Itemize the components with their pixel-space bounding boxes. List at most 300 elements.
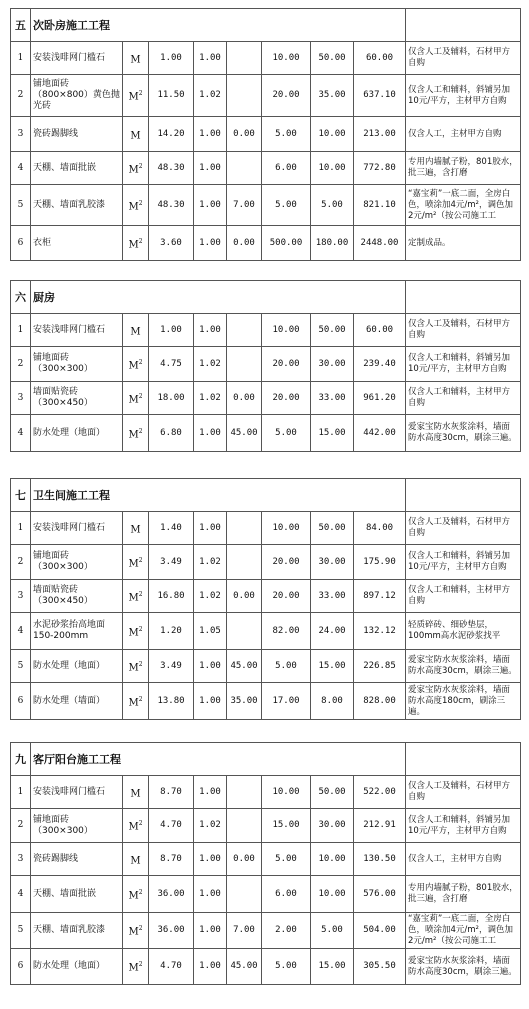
unit-symbol: M: [130, 524, 141, 536]
item-note: 轻质碎砖、细砂垫层，100mm高水泥砂浆找平: [406, 613, 521, 650]
section-header-row: [11, 743, 521, 776]
auxiliary-price: 10.00: [262, 314, 311, 347]
table-row: [11, 683, 521, 720]
labor-price: 50.00: [311, 314, 354, 347]
labor-price: 35.00: [311, 75, 354, 117]
quantity: 36.00: [149, 913, 194, 949]
auxiliary-price: 500.00: [262, 226, 311, 261]
item-unit: [123, 913, 149, 949]
item-number: 5: [11, 913, 31, 949]
line-total: 522.00: [354, 776, 406, 809]
quantity: 4.75: [149, 347, 194, 382]
item-unit: [123, 876, 149, 913]
item-unit: [123, 776, 149, 809]
auxiliary-price: 20.00: [262, 382, 311, 415]
coefficient: 1.02: [194, 545, 227, 580]
item-number: 2: [11, 347, 31, 382]
item-note: 定制成品。: [406, 226, 521, 261]
line-total: 175.90: [354, 545, 406, 580]
item-number: 4: [11, 613, 31, 650]
auxiliary-price: 5.00: [262, 117, 311, 152]
section-title: 次卧房施工工程: [31, 9, 406, 42]
table-row: [11, 843, 521, 876]
unit-symbol: M: [130, 130, 141, 142]
coefficient: 1.00: [194, 185, 227, 226]
labor-price: 30.00: [311, 347, 354, 382]
quantity: 4.70: [149, 809, 194, 843]
section-table: [10, 280, 521, 452]
unit-exponent: 2: [138, 392, 143, 400]
item-unit: [123, 613, 149, 650]
item-unit: [123, 226, 149, 261]
item-name: 天棚、墙面乳胶漆: [31, 185, 123, 226]
labor-price: 50.00: [311, 776, 354, 809]
material-price: [227, 613, 262, 650]
item-unit: [123, 512, 149, 545]
unit-exponent: 2: [138, 237, 143, 245]
item-unit: [123, 415, 149, 452]
labor-price: 10.00: [311, 152, 354, 185]
item-number: 1: [11, 42, 31, 75]
table-row: [11, 545, 521, 580]
line-total: 213.00: [354, 117, 406, 152]
item-name: 墙面贴瓷砖（300×450）: [31, 382, 123, 415]
item-unit: [123, 152, 149, 185]
item-unit: [123, 382, 149, 415]
section-header-row: [11, 479, 521, 512]
quantity: 36.00: [149, 876, 194, 913]
unit-exponent: 2: [138, 888, 143, 896]
quantity: 13.80: [149, 683, 194, 720]
section-blank-cell: [406, 9, 521, 42]
table-row: [11, 185, 521, 226]
line-total: 132.12: [354, 613, 406, 650]
auxiliary-price: 10.00: [262, 512, 311, 545]
section-blank-cell: [406, 281, 521, 314]
table-row: [11, 75, 521, 117]
line-total: 130.50: [354, 843, 406, 876]
unit-symbol: M: [128, 91, 139, 103]
unit-symbol: M: [130, 326, 141, 338]
section-number: 五: [11, 9, 31, 42]
section-number: 六: [11, 281, 31, 314]
coefficient: 1.00: [194, 843, 227, 876]
section-header-row: [11, 281, 521, 314]
item-note: 爱家宝防水灰浆涂料，墙面防水高度180cm，刷涂三遍。: [406, 683, 521, 720]
unit-symbol: M: [128, 394, 139, 406]
item-name: 天棚、墙面批嵌: [31, 876, 123, 913]
item-unit: [123, 347, 149, 382]
item-number: 4: [11, 415, 31, 452]
unit-exponent: 2: [138, 625, 143, 633]
table-row: [11, 913, 521, 949]
material-price: 0.00: [227, 580, 262, 613]
coefficient: 1.00: [194, 913, 227, 949]
quantity: 3.49: [149, 650, 194, 683]
auxiliary-price: 6.00: [262, 876, 311, 913]
item-number: 1: [11, 512, 31, 545]
item-name: 天棚、墙面批嵌: [31, 152, 123, 185]
labor-price: 8.00: [311, 683, 354, 720]
quantity: 48.30: [149, 185, 194, 226]
item-note: 仅含人工和辅料，斜铺另加10元/平方，主材甲方自购: [406, 347, 521, 382]
line-total: 239.40: [354, 347, 406, 382]
labor-price: 30.00: [311, 809, 354, 843]
item-note: 仅含人工及辅料，石材甲方自购: [406, 314, 521, 347]
unit-symbol: M: [130, 788, 141, 800]
quantity: 3.49: [149, 545, 194, 580]
coefficient: 1.00: [194, 314, 227, 347]
table-row: [11, 152, 521, 185]
table-row: [11, 226, 521, 261]
table-row: [11, 809, 521, 843]
coefficient: 1.00: [194, 683, 227, 720]
table-row: [11, 613, 521, 650]
table-row: [11, 949, 521, 985]
auxiliary-price: 20.00: [262, 347, 311, 382]
unit-exponent: 2: [138, 90, 143, 98]
quantity: 1.40: [149, 512, 194, 545]
item-note: 仅含人工，主材甲方自购: [406, 843, 521, 876]
coefficient: 1.00: [194, 650, 227, 683]
item-note: 仅含人工和辅料，斜铺另加10元/平方，主材甲方自购: [406, 75, 521, 117]
labor-price: 10.00: [311, 843, 354, 876]
item-unit: [123, 545, 149, 580]
labor-price: 33.00: [311, 580, 354, 613]
unit-symbol: M: [128, 239, 139, 251]
material-price: 0.00: [227, 226, 262, 261]
line-total: 60.00: [354, 314, 406, 347]
section-title: 客厅阳台施工工程: [31, 743, 406, 776]
unit-symbol: M: [128, 697, 139, 709]
table-row: [11, 776, 521, 809]
material-price: [227, 809, 262, 843]
labor-price: 24.00: [311, 613, 354, 650]
labor-price: 15.00: [311, 415, 354, 452]
item-note: “嘉宝莉”一底二面，全房白色，喷涂加4元/m²，调色加2元/m²（按公司施工工: [406, 185, 521, 226]
quantity: 4.70: [149, 949, 194, 985]
item-name: 防水处理（墙面）: [31, 683, 123, 720]
labor-price: 10.00: [311, 117, 354, 152]
item-name: 墙面贴瓷砖（300×450）: [31, 580, 123, 613]
material-price: [227, 876, 262, 913]
quantity: 14.20: [149, 117, 194, 152]
item-name: 铺地面砖（800×800）黄色抛光砖: [31, 75, 123, 117]
item-number: 2: [11, 75, 31, 117]
section-table: [10, 478, 521, 720]
item-note: 仅含人工，主材甲方自购: [406, 117, 521, 152]
unit-symbol: M: [130, 855, 141, 867]
unit-exponent: 2: [138, 427, 143, 435]
material-price: 45.00: [227, 415, 262, 452]
material-price: [227, 347, 262, 382]
labor-price: 15.00: [311, 650, 354, 683]
coefficient: 1.00: [194, 776, 227, 809]
item-note: 仅含人工及辅料，石材甲方自购: [406, 512, 521, 545]
auxiliary-price: 5.00: [262, 949, 311, 985]
coefficient: 1.00: [194, 42, 227, 75]
coefficient: 1.02: [194, 809, 227, 843]
unit-exponent: 2: [138, 695, 143, 703]
item-number: 1: [11, 776, 31, 809]
quantity: 1.20: [149, 613, 194, 650]
table-row: [11, 415, 521, 452]
unit-exponent: 2: [138, 961, 143, 969]
item-note: 仅含人工和辅料，斜铺另加10元/平方，主材甲方自购: [406, 809, 521, 843]
coefficient: 1.02: [194, 75, 227, 117]
quantity: 1.00: [149, 314, 194, 347]
unit-symbol: M: [130, 54, 141, 66]
item-name: 铺地面砖（300×300）: [31, 809, 123, 843]
coefficient: 1.00: [194, 876, 227, 913]
unit-exponent: 2: [138, 162, 143, 170]
item-name: 瓷砖踢脚线: [31, 117, 123, 152]
section-table: [10, 742, 521, 985]
labor-price: 5.00: [311, 185, 354, 226]
coefficient: 1.00: [194, 415, 227, 452]
labor-price: 50.00: [311, 512, 354, 545]
item-number: 5: [11, 185, 31, 226]
line-total: 442.00: [354, 415, 406, 452]
section-number: 七: [11, 479, 31, 512]
material-price: [227, 545, 262, 580]
material-price: [227, 314, 262, 347]
labor-price: 15.00: [311, 949, 354, 985]
item-name: 防水处理（地面）: [31, 949, 123, 985]
material-price: 7.00: [227, 185, 262, 226]
table-row: [11, 876, 521, 913]
item-number: 5: [11, 650, 31, 683]
item-name: 衣柜: [31, 226, 123, 261]
material-price: [227, 776, 262, 809]
auxiliary-price: 10.00: [262, 776, 311, 809]
table-row: [11, 347, 521, 382]
line-total: 961.20: [354, 382, 406, 415]
material-price: 45.00: [227, 949, 262, 985]
item-number: 6: [11, 226, 31, 261]
item-unit: [123, 185, 149, 226]
quantity: 18.00: [149, 382, 194, 415]
item-unit: [123, 843, 149, 876]
quantity: 16.80: [149, 580, 194, 613]
material-price: [227, 512, 262, 545]
quantity: 6.80: [149, 415, 194, 452]
table-row: [11, 512, 521, 545]
table-row: [11, 314, 521, 347]
unit-exponent: 2: [138, 199, 143, 207]
line-total: 305.50: [354, 949, 406, 985]
coefficient: 1.00: [194, 226, 227, 261]
section-number: 九: [11, 743, 31, 776]
item-number: 4: [11, 152, 31, 185]
unit-exponent: 2: [138, 820, 143, 828]
unit-symbol: M: [128, 890, 139, 902]
item-note: 爱家宝防水灰浆涂料，墙面防水高度30cm，刷涂三遍。: [406, 415, 521, 452]
item-unit: [123, 650, 149, 683]
item-number: 2: [11, 545, 31, 580]
item-number: 1: [11, 314, 31, 347]
item-unit: [123, 683, 149, 720]
line-total: 772.80: [354, 152, 406, 185]
item-note: “嘉宝莉”一底二面，全房白色，喷涂加4元/m²，调色加2元/m²（按公司施工工: [406, 913, 521, 949]
labor-price: 50.00: [311, 42, 354, 75]
auxiliary-price: 5.00: [262, 185, 311, 226]
section-table: [10, 8, 521, 261]
unit-symbol: M: [128, 164, 139, 176]
unit-symbol: M: [128, 429, 139, 441]
auxiliary-price: 15.00: [262, 809, 311, 843]
line-total: 84.00: [354, 512, 406, 545]
line-total: 828.00: [354, 683, 406, 720]
coefficient: 1.00: [194, 949, 227, 985]
quantity: 11.50: [149, 75, 194, 117]
unit-symbol: M: [128, 627, 139, 639]
item-number: 2: [11, 809, 31, 843]
coefficient: 1.02: [194, 347, 227, 382]
coefficient: 1.00: [194, 152, 227, 185]
table-row: [11, 382, 521, 415]
coefficient: 1.00: [194, 512, 227, 545]
item-note: 专用内墙腻子粉，801胶水，批三遍，含打磨: [406, 876, 521, 913]
item-name: 瓷砖踢脚线: [31, 843, 123, 876]
item-name: 防水处理（地面）: [31, 650, 123, 683]
unit-symbol: M: [128, 821, 139, 833]
section-title: 卫生间施工工程: [31, 479, 406, 512]
unit-symbol: M: [128, 662, 139, 674]
auxiliary-price: 17.00: [262, 683, 311, 720]
quantity: 8.70: [149, 843, 194, 876]
auxiliary-price: 5.00: [262, 843, 311, 876]
coefficient: 1.00: [194, 117, 227, 152]
item-note: 专用内墙腻子粉，801胶水，批三遍，含打磨: [406, 152, 521, 185]
auxiliary-price: 82.00: [262, 613, 311, 650]
labor-price: 10.00: [311, 876, 354, 913]
table-row: [11, 117, 521, 152]
item-name: 天棚、墙面乳胶漆: [31, 913, 123, 949]
table-row: [11, 580, 521, 613]
line-total: 821.10: [354, 185, 406, 226]
labor-price: 180.00: [311, 226, 354, 261]
auxiliary-price: 5.00: [262, 415, 311, 452]
item-name: 安装浅啡网门槛石: [31, 512, 123, 545]
item-note: 仅含人工和辅料，斜铺另加10元/平方，主材甲方自购: [406, 545, 521, 580]
item-unit: [123, 580, 149, 613]
item-note: 仅含人工及辅料，石材甲方自购: [406, 42, 521, 75]
item-name: 铺地面砖（300×300）: [31, 347, 123, 382]
line-total: 2448.00: [354, 226, 406, 261]
line-total: 637.10: [354, 75, 406, 117]
line-total: 212.91: [354, 809, 406, 843]
unit-exponent: 2: [138, 660, 143, 668]
line-total: 897.12: [354, 580, 406, 613]
unit-exponent: 2: [138, 590, 143, 598]
item-note: 仅含人工和辅料，主材甲方自购: [406, 580, 521, 613]
labor-price: 30.00: [311, 545, 354, 580]
line-total: 504.00: [354, 913, 406, 949]
auxiliary-price: 20.00: [262, 580, 311, 613]
unit-exponent: 2: [138, 358, 143, 366]
item-number: 3: [11, 382, 31, 415]
unit-exponent: 2: [138, 556, 143, 564]
section-blank-cell: [406, 479, 521, 512]
item-unit: [123, 117, 149, 152]
material-price: [227, 75, 262, 117]
item-number: 3: [11, 117, 31, 152]
item-note: 仅含人工和辅料，主材甲方自购: [406, 382, 521, 415]
unit-exponent: 2: [138, 925, 143, 933]
item-note: 爱家宝防水灰浆涂料，墙面防水高度30cm，刷涂三遍。: [406, 949, 521, 985]
item-number: 4: [11, 876, 31, 913]
material-price: [227, 42, 262, 75]
coefficient: 1.02: [194, 382, 227, 415]
quantity: 48.30: [149, 152, 194, 185]
quantity: 8.70: [149, 776, 194, 809]
line-total: 576.00: [354, 876, 406, 913]
material-price: 0.00: [227, 117, 262, 152]
material-price: 0.00: [227, 382, 262, 415]
item-number: 6: [11, 949, 31, 985]
item-note: 仅含人工及辅料，石材甲方自购: [406, 776, 521, 809]
quantity: 1.00: [149, 42, 194, 75]
labor-price: 5.00: [311, 913, 354, 949]
table-row: [11, 650, 521, 683]
item-number: 3: [11, 843, 31, 876]
material-price: 7.00: [227, 913, 262, 949]
material-price: 45.00: [227, 650, 262, 683]
item-unit: [123, 809, 149, 843]
line-total: 60.00: [354, 42, 406, 75]
item-name: 防水处理（地面）: [31, 415, 123, 452]
coefficient: 1.05: [194, 613, 227, 650]
coefficient: 1.02: [194, 580, 227, 613]
auxiliary-price: 5.00: [262, 650, 311, 683]
item-name: 铺地面砖（300×300）: [31, 545, 123, 580]
unit-symbol: M: [128, 962, 139, 974]
item-number: 3: [11, 580, 31, 613]
auxiliary-price: 20.00: [262, 75, 311, 117]
item-note: 爱家宝防水灰浆涂料，墙面防水高度30cm，刷涂三遍。: [406, 650, 521, 683]
item-unit: [123, 75, 149, 117]
labor-price: 33.00: [311, 382, 354, 415]
item-unit: [123, 314, 149, 347]
line-total: 226.85: [354, 650, 406, 683]
material-price: [227, 152, 262, 185]
unit-symbol: M: [128, 592, 139, 604]
table-row: [11, 42, 521, 75]
unit-symbol: M: [128, 201, 139, 213]
quantity: 3.60: [149, 226, 194, 261]
section-blank-cell: [406, 743, 521, 776]
material-price: 35.00: [227, 683, 262, 720]
unit-symbol: M: [128, 558, 139, 570]
item-name: 安装浅啡网门槛石: [31, 314, 123, 347]
unit-symbol: M: [128, 360, 139, 372]
item-unit: [123, 949, 149, 985]
material-price: 0.00: [227, 843, 262, 876]
auxiliary-price: 10.00: [262, 42, 311, 75]
item-number: 6: [11, 683, 31, 720]
section-title: 厨房: [31, 281, 406, 314]
item-name: 安装浅啡网门槛石: [31, 42, 123, 75]
auxiliary-price: 6.00: [262, 152, 311, 185]
unit-symbol: M: [128, 926, 139, 938]
section-header-row: [11, 9, 521, 42]
item-name: 安装浅啡网门槛石: [31, 776, 123, 809]
item-name: 水泥砂浆抬高地面150-200mm: [31, 613, 123, 650]
item-unit: [123, 42, 149, 75]
auxiliary-price: 20.00: [262, 545, 311, 580]
auxiliary-price: 2.00: [262, 913, 311, 949]
